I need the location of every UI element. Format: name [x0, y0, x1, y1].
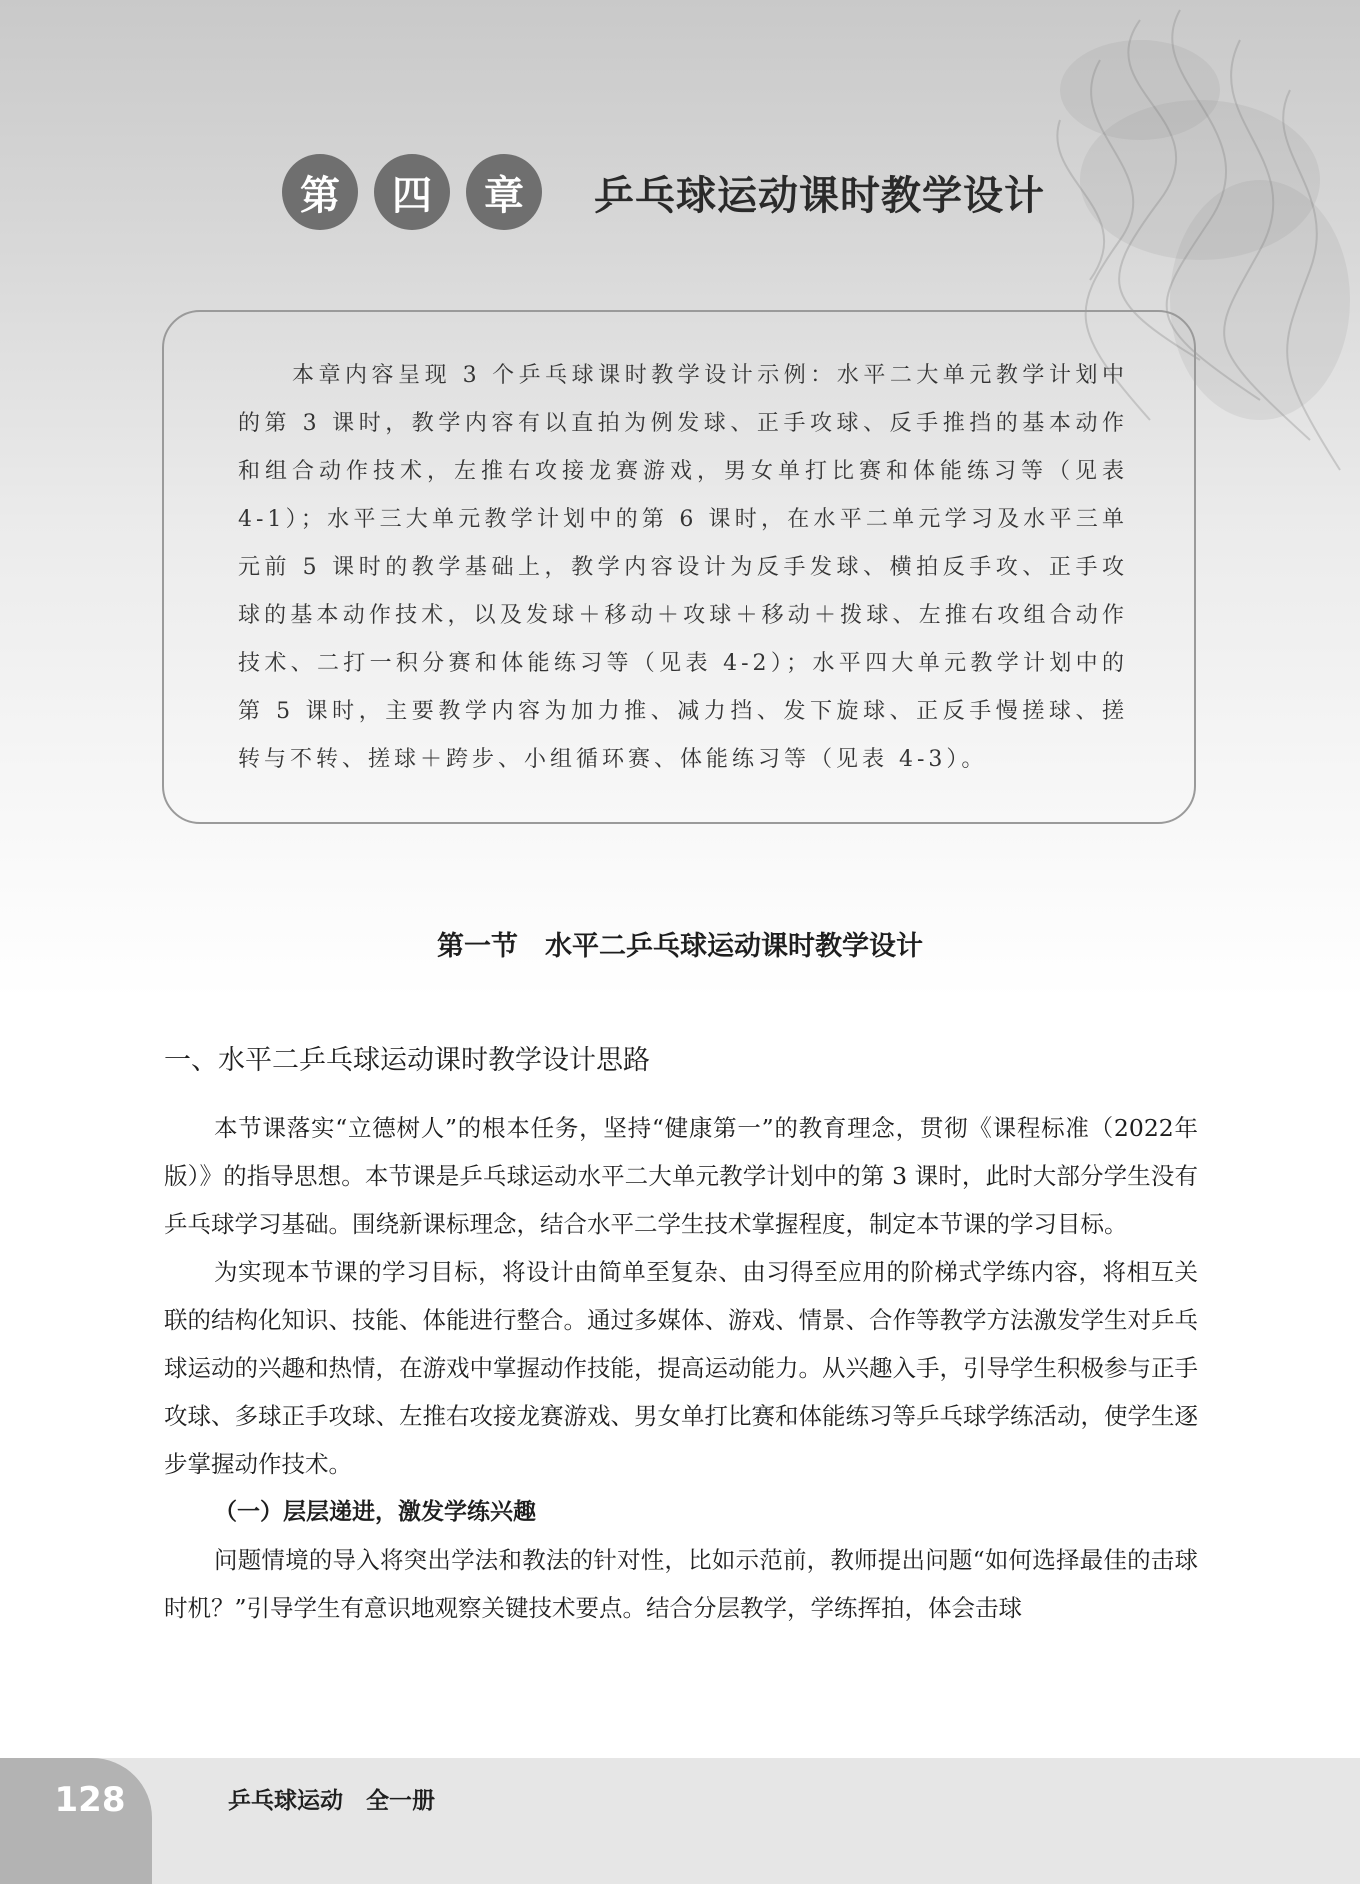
page-footer [0, 1758, 1360, 1884]
paragraph-1: 本节课落实“立德树人”的根本任务，坚持“健康第一”的教育理念，贯彻《课程标准（2022年版）》的指导思想。本节课是乒乓球运动水平二大单元教学计划中的第 3 课时，此时大部分学生没有乒乓球学习基础。围绕新课标理念，结合水平二学生技术掌握程度，制定本节课的学习目标。 [164, 1114, 1198, 1238]
subsection-heading: 一、水平二乒乓球运动课时教学设计思路 [164, 1045, 650, 1076]
body-text [164, 1104, 1198, 1632]
chapter-intro-box [162, 310, 1196, 824]
paragraph-2: 为实现本节课的学习目标，将设计由简单至复杂、由习得至应用的阶梯式学练内容，将相互关联的结构化知识、技能、体能进行整合。通过多媒体、游戏、情景、合作等教学方法激发学生对乒乓球运动的兴趣和热情，在游戏中掌握动作技能，提高运动能力。从兴趣入手，引导学生积极参与正手攻球、多球正手攻球、左推右攻接龙赛游戏、男女单打比赛和体能练习等乒乓球学练活动，使学生逐步掌握动作技术。 [164, 1258, 1198, 1478]
page-number-tab [0, 1758, 152, 1884]
chapter-label-char-1: 第 [282, 154, 358, 230]
minor-heading: （一）层层递进，激发学练兴趣 [214, 1498, 536, 1525]
paragraph-3: 问题情境的导入将突出学法和教法的针对性，比如示范前，教师提出问题“如何选择最佳的击球时机？”引导学生有意识地观察关键技术要点。结合分层教学，学练挥拍，体会击球 [164, 1546, 1198, 1622]
chapter-intro-text: 本章内容呈现 3 个乒乓球课时教学设计示例：水平二大单元教学计划中的第 3 课时，教学内容有以直拍为例发球、正手攻球、反手推挡的基本动作和组合动作技术，左推右攻接龙赛游戏，男女单打比赛和体能练习等（见表 4-1）；水平三大单元教学计划中的第 6 课时，在水平二单元学习及水平三单元前 5 课时的教学基础上，教学内容设计为反手发球、横拍反手攻、正手攻球的基本动作技术，以及发球＋移动＋攻球＋移动＋拨球、左推右攻组合动作技术、二打一积分赛和体能练习等（见表 4-2）；水平四大单元教学计划中的第 5 课时，主要教学内容为加力推、减力挡、发下旋球、正反手慢搓球、搓转与不转、搓球＋跨步、小组循环赛、体能练习等（见表 4-3）。 [238, 363, 1128, 772]
chapter-heading [282, 152, 1045, 232]
page-number: 128 [54, 1780, 126, 1820]
book-title: 乒乓球运动 全一册 [228, 1788, 435, 1814]
section-title: 第一节 水平二乒乓球运动课时教学设计 [437, 931, 923, 962]
chapter-title: 乒乓球运动课时教学设计 [594, 172, 1045, 219]
chapter-label-char-3: 章 [466, 154, 542, 230]
chapter-label-char-2: 四 [374, 154, 450, 230]
